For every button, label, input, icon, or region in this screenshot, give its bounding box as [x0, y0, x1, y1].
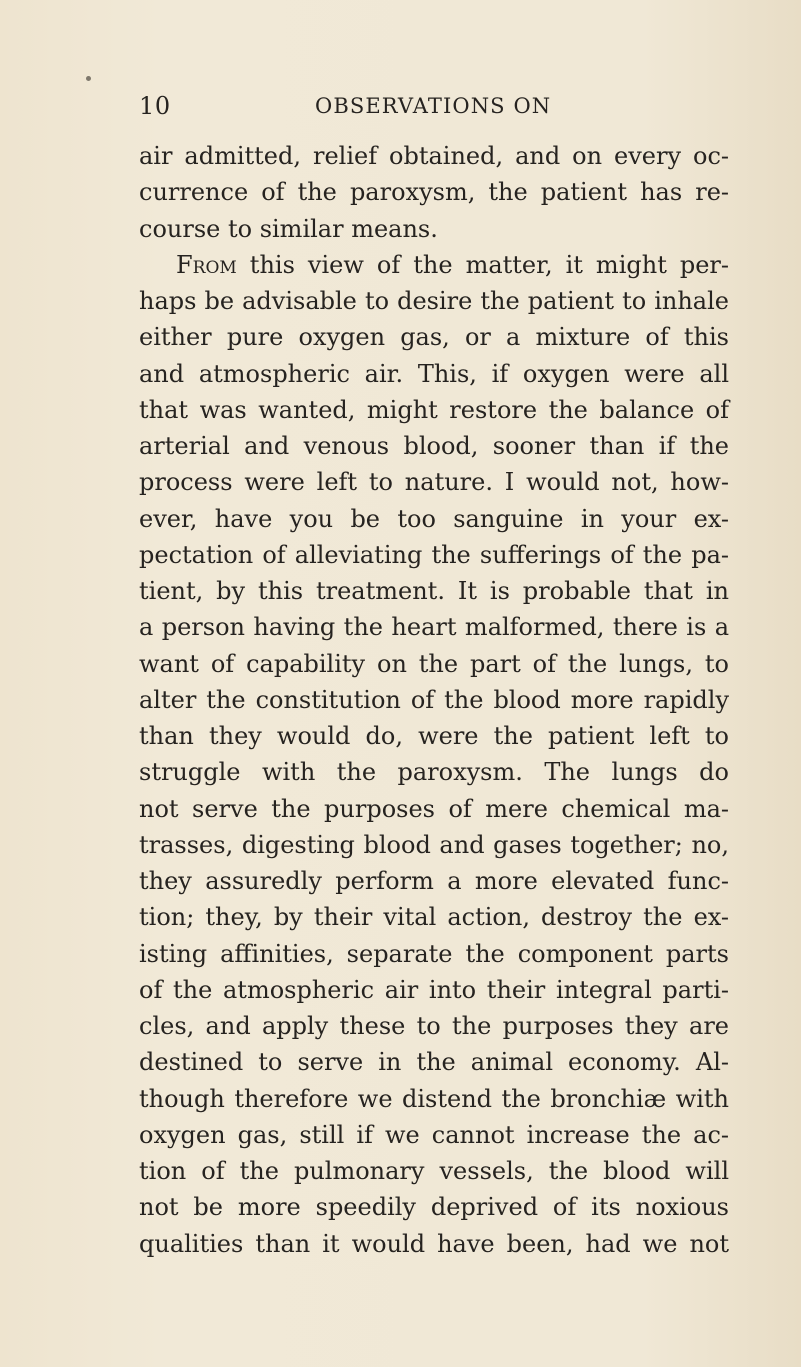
text-line: than they would do, were the patient left to: [139, 722, 729, 750]
paragraph-lead-word: From: [176, 250, 237, 279]
text-line: haps be advisable to desire the patient to inhale: [139, 287, 729, 315]
text-line: not serve the purposes of mere chemical ma-: [139, 794, 729, 823]
text-line: arterial and venous blood, sooner than if the: [139, 432, 729, 460]
text-line: isting affinities, separate the component parts: [139, 939, 729, 968]
text-line: alter the constitution of the blood more rapidly: [139, 685, 729, 714]
text-line: a person having the heart malformed, there is a: [139, 613, 729, 642]
text-line: cles, and apply these to the purposes they are: [139, 1012, 729, 1040]
page-number: 10: [139, 92, 171, 120]
text-line: course to similar means.: [139, 214, 438, 243]
text-line: not be more speedily deprived of its noxious: [139, 1193, 729, 1222]
text-line: though therefore we distend the bronchiæ with: [139, 1084, 729, 1113]
first-line-rest: this view of the matter, it might per-: [236, 250, 729, 279]
text-line: tion; they, by their vital action, destroy the ex-: [139, 903, 729, 932]
text-line: destined to serve in the animal economy. Al-: [139, 1048, 729, 1077]
text-line: of the atmospheric air into their integral parti-: [139, 975, 729, 1004]
text-line: tion of the pulmonary vessels, the blood will: [139, 1157, 729, 1185]
text-line: qualities than it would have been, had we not: [139, 1229, 729, 1258]
text-line: want of capability on the part of the lungs, to: [139, 649, 729, 678]
page-header: [139, 88, 559, 124]
text-line: air admitted, relief obtained, and on every oc-: [139, 142, 729, 170]
text-line: struggle with the paroxysm. The lungs do: [139, 758, 729, 787]
text-line: trasses, digesting blood and gases together; no,: [139, 830, 729, 859]
text-line: they assuredly perform a more elevated func-: [139, 867, 729, 895]
text-line: tient, by this treatment. It is probable that in: [139, 577, 729, 605]
running-head: OBSERVATIONS ON: [315, 94, 552, 118]
text-line: that was wanted, might restore the balance of: [139, 395, 729, 424]
text-line: either pure oxygen gas, or a mixture of this: [139, 323, 729, 352]
text-line: currence of the paroxysm, the patient has re-: [139, 178, 729, 207]
text-line: pectation of alleviating the sufferings of the pa-: [139, 540, 729, 569]
ink-speck: [86, 76, 91, 81]
text-line: and atmospheric air. This, if oxygen were all: [139, 359, 729, 388]
text-line: process were left to nature. I would not, how-: [139, 468, 729, 497]
text-line: oxygen gas, still if we cannot increase the ac-: [139, 1120, 729, 1149]
text-line: ever, have you be too sanguine in your ex-: [139, 504, 729, 533]
body-text: [139, 138, 729, 1262]
paragraph-opening-line: [139, 247, 729, 283]
